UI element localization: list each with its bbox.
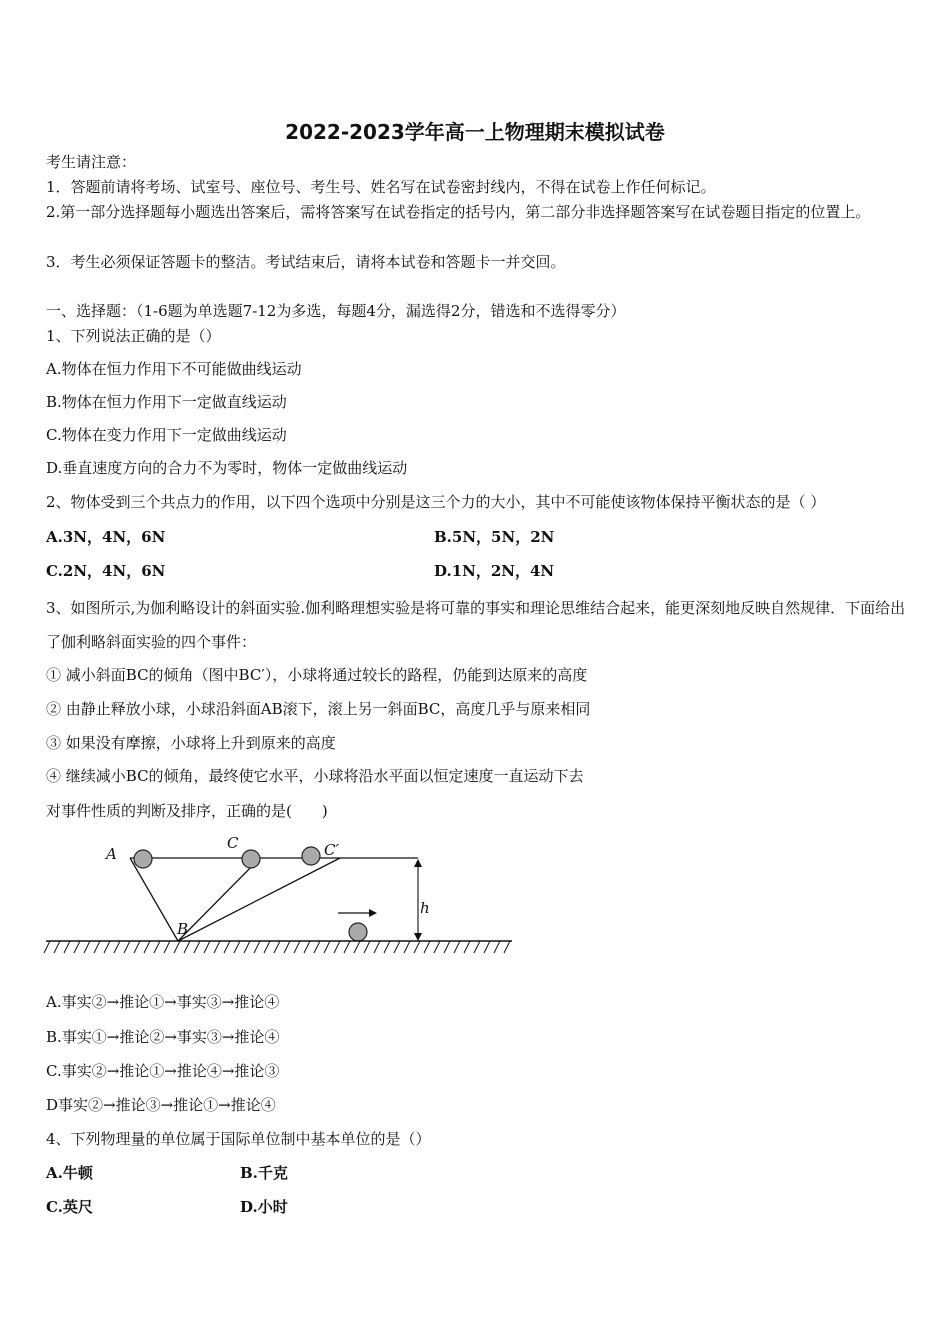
q1-option-c: C.物体在变力作用下一定做曲线运动 bbox=[46, 426, 287, 444]
q3-option-c: C.事实②→推论①→推论④→推论③ bbox=[46, 1062, 280, 1080]
q4-option-d: D.小时 bbox=[240, 1198, 288, 1216]
q3-option-b: B.事实①→推论②→事实③→推论④ bbox=[46, 1028, 280, 1046]
q4-option-b: B.千克 bbox=[240, 1164, 288, 1182]
height-arrow-top bbox=[414, 859, 422, 867]
ball-ground bbox=[349, 923, 367, 941]
q2-option-a: A.3N，4N，6N bbox=[46, 528, 166, 546]
q4-stem: 4、下列物理量的单位属于国际单位制中基本单位的是（） bbox=[46, 1130, 431, 1148]
notice-item-2: 2.第一部分选择题每小题选出答案后，需将答案写在试卷指定的括号内，第二部分非选择题答案写在试卷题目指定的位置上。 bbox=[46, 203, 871, 221]
q3-event-2: ② 由静止释放小球，小球沿斜面AB滚下，滚上另一斜面BC，高度几乎与原来相同 bbox=[46, 700, 591, 718]
q2-stem: 2、物体受到三个共点力的作用，以下四个选项中分别是这三个力的大小，其中不可能使该物体保持平衡状态的是（ ） bbox=[46, 493, 826, 511]
ball-c-prime bbox=[302, 847, 320, 865]
ball-c bbox=[242, 850, 260, 868]
notice-item-1: 1．答题前请将考场、试室号、座位号、考生号、姓名写在试卷密封线内，不得在试卷上作任何标记。 bbox=[46, 178, 716, 196]
q3-option-d: D事实②→推论③→推论①→推论④ bbox=[46, 1096, 276, 1114]
label-h: h bbox=[420, 899, 430, 917]
q2-option-c: C.2N，4N，6N bbox=[46, 562, 166, 580]
q3-event-1: ① 减小斜面BC的倾角（图中BC′），小球将通过较长的路程，仍能到达原来的高度 bbox=[46, 666, 588, 684]
arrow-head bbox=[369, 909, 377, 917]
q2-option-b: B.5N，5N，2N bbox=[434, 528, 555, 546]
q1-option-a: A.物体在恒力作用下不可能做曲线运动 bbox=[46, 360, 302, 378]
notice-item-3: 3．考生必须保证答题卡的整洁。考试结束后，请将本试卷和答题卡一并交回。 bbox=[46, 253, 566, 271]
q2-option-d: D.1N，2N，4N bbox=[434, 562, 555, 580]
q3-stem: 3、如图所示,为伽利略设计的斜面实验.伽利略理想实验是将可靠的事实和理论思维结合起来，能更深刻地反映自然规律．下面给出了伽利略斜面实验的四个事件： bbox=[46, 599, 906, 651]
ball-a bbox=[134, 850, 152, 868]
slope-bc bbox=[178, 858, 260, 941]
label-b: B bbox=[177, 920, 189, 938]
q1-option-b: B.物体在恒力作用下一定做直线运动 bbox=[46, 393, 287, 411]
q1-option-d: D.垂直速度方向的合力不为零时，物体一定做曲线运动 bbox=[46, 459, 408, 477]
q1-stem: 1、下列说法正确的是（） bbox=[46, 327, 221, 345]
label-c-prime: C′ bbox=[324, 841, 339, 859]
q3-ask: 对事件性质的判断及排序，正确的是( ) bbox=[46, 802, 328, 820]
page-title: 2022-2023学年高一上物理期末模拟试卷 bbox=[285, 120, 665, 144]
slope-bc-prime bbox=[178, 858, 340, 941]
slope-ab bbox=[130, 858, 178, 941]
height-arrow-bottom bbox=[414, 933, 422, 941]
q3-event-4: ④ 继续减小BC的倾角，最终使它水平，小球将沿水平面以恒定速度一直运动下去 bbox=[46, 767, 584, 785]
label-c: C bbox=[227, 834, 239, 852]
notice-heading: 考生请注意： bbox=[46, 153, 137, 171]
section-heading: 一、选择题：（1-6题为单选题7-12为多选，每题4分，漏选得2分，错选和不选得零分） bbox=[46, 302, 626, 320]
q4-option-a: A.牛顿 bbox=[46, 1164, 93, 1182]
q3-event-3: ③ 如果没有摩擦，小球将上升到原来的高度 bbox=[46, 734, 336, 752]
q4-option-c: C.英尺 bbox=[46, 1198, 93, 1216]
incline-diagram bbox=[40, 828, 520, 968]
ground-hatching bbox=[44, 941, 510, 953]
label-a: A bbox=[106, 845, 117, 863]
q3-option-a: A.事实②→推论①→事实③→推论④ bbox=[46, 993, 280, 1011]
